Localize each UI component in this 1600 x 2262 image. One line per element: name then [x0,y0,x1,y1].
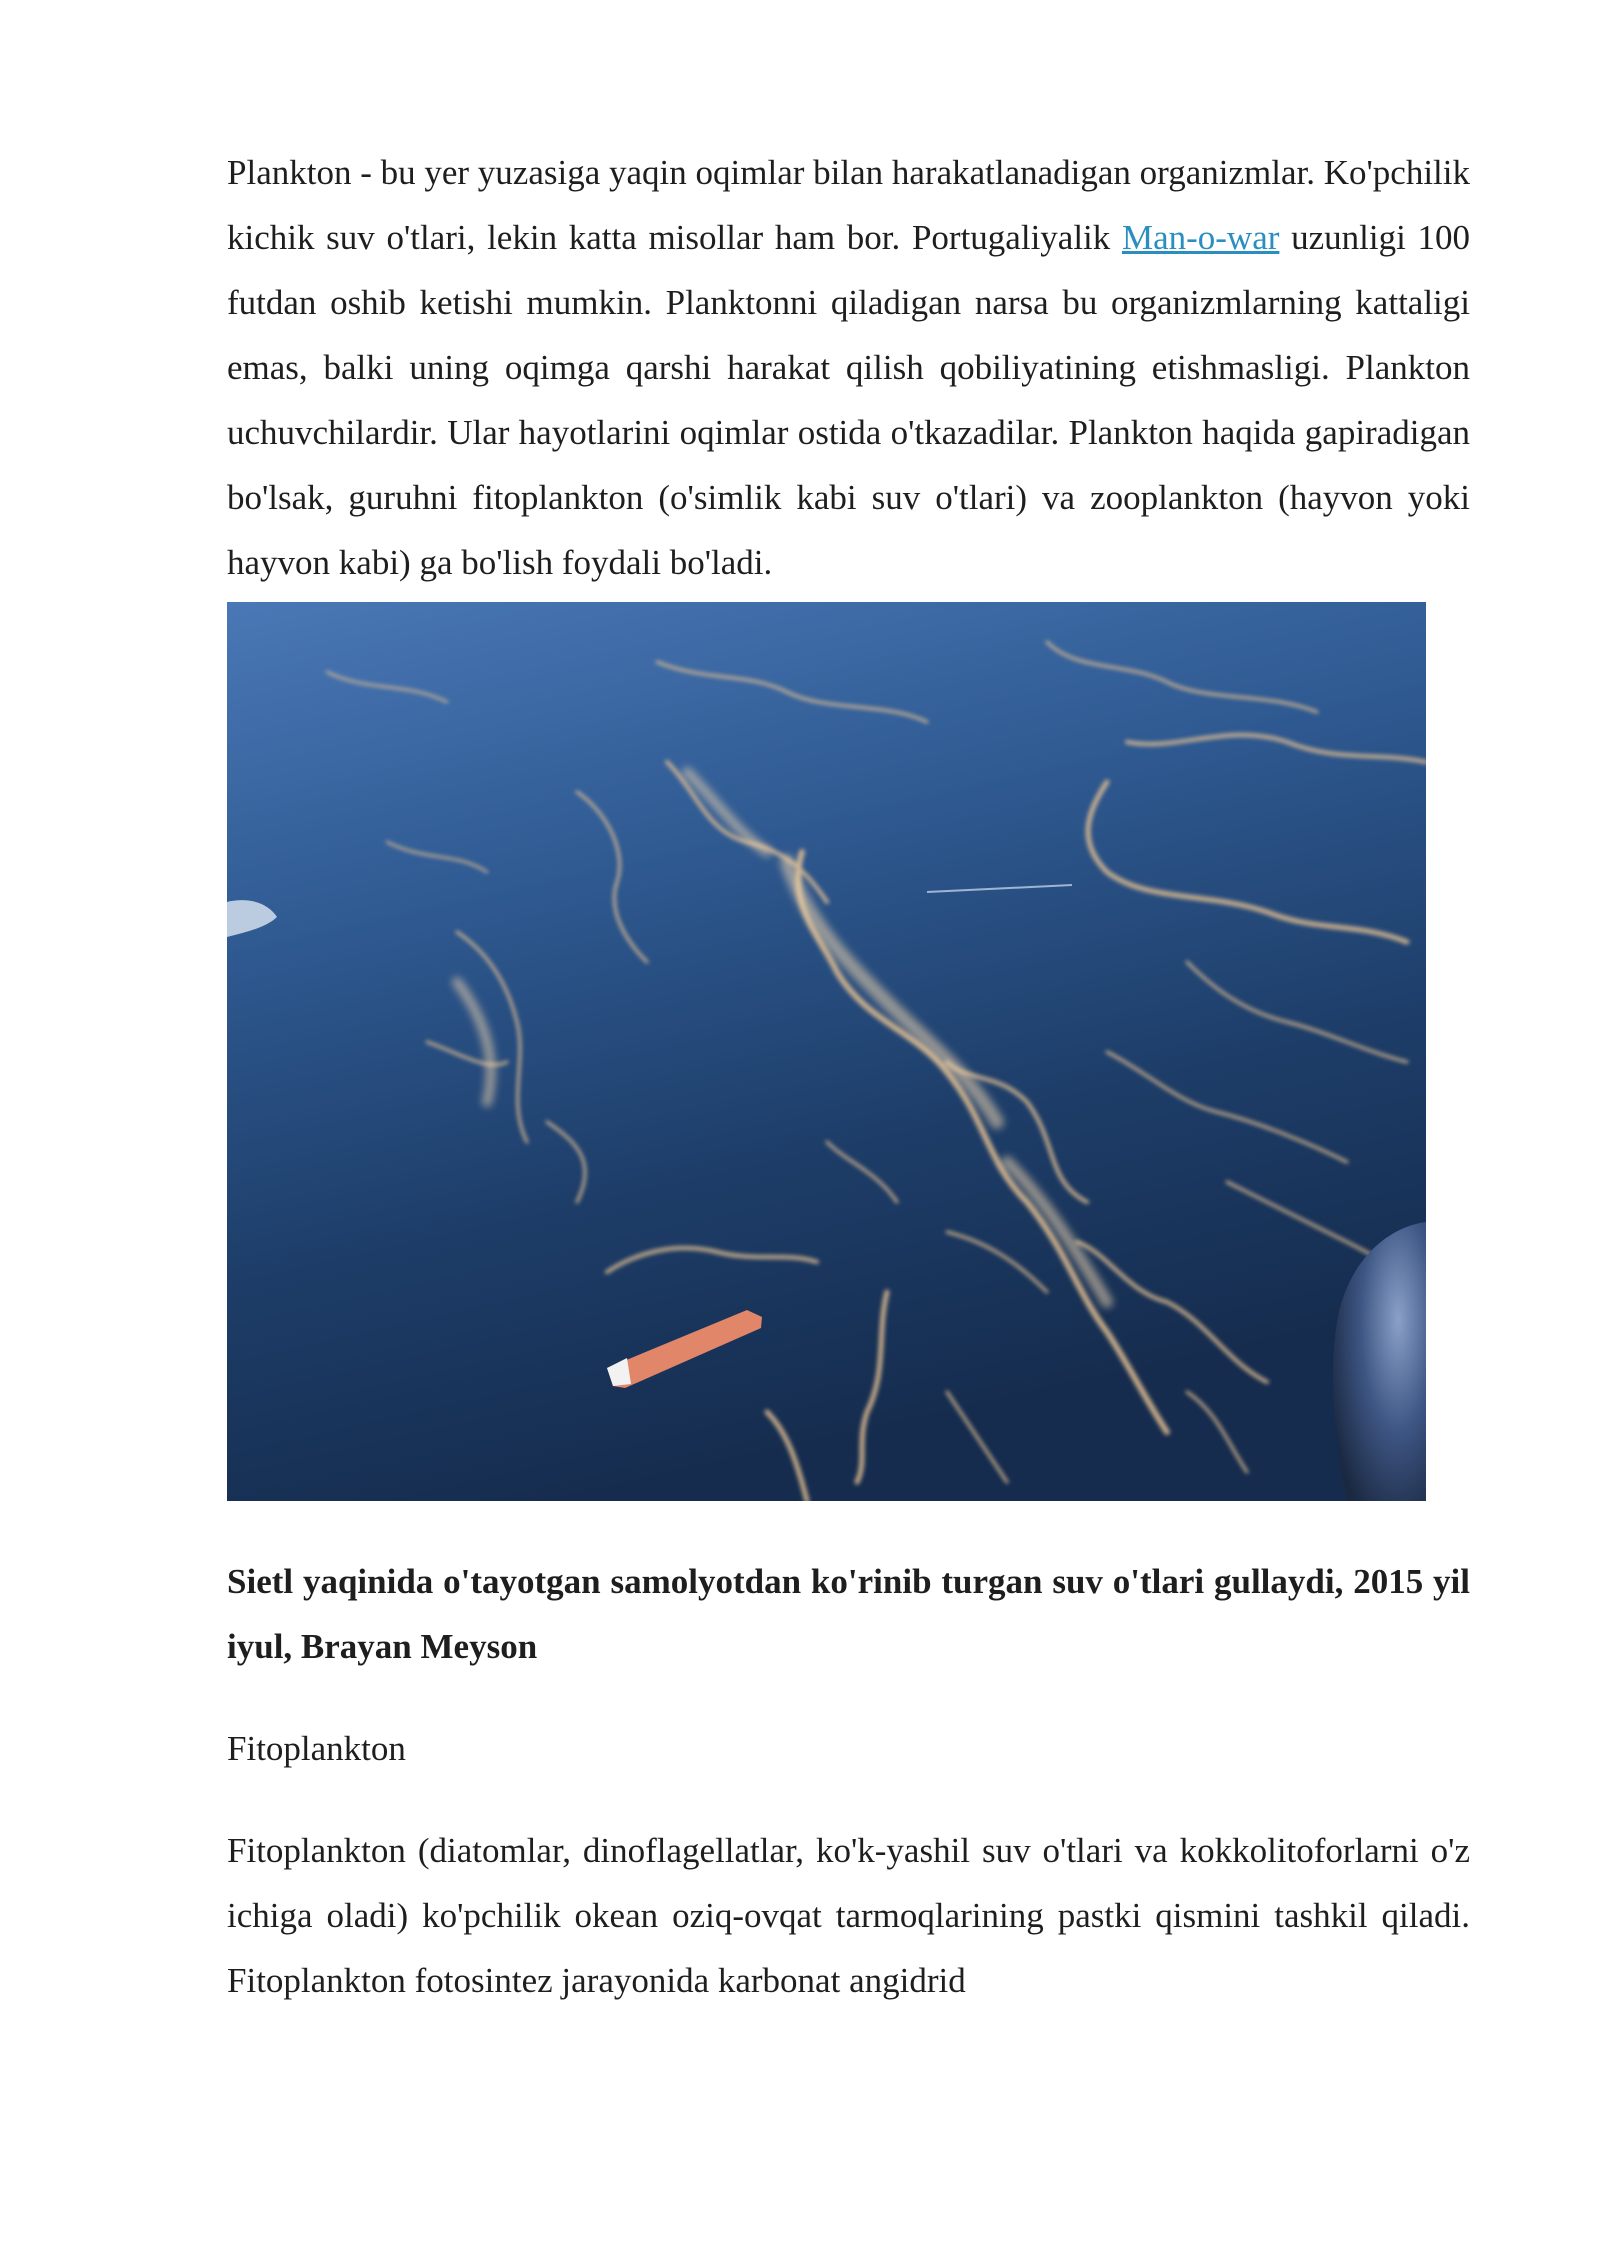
intro-paragraph [227,140,1470,595]
man-o-war-link[interactable]: Man-o-war [1121,218,1280,257]
intro-text-part1: Plankton - bu yer yuzasiga yaqin oqimlar bilan harakatlanadigan organizmlar. Ko'pchilik kichik suv o'tlari, lekin katta misollar ham bor. Portugaliyalik [227,153,1470,257]
figure-caption: Sietl yaqinida o'tayotgan samolyotdan ko'rinib turgan suv o'tlari gullaydi, 2015 yil iyul, Brayan Meyson [227,1562,1470,1666]
section-heading: Fitoplankton [227,1729,406,1768]
intro-text-part2: uzunligi 100 futdan oshib ketishi mumkin. Planktonni qiladigan narsa bu organizmlarning kattaligi emas, balki uning oqimga qarshi harakat qilish qobiliyatining etishmasligi. Plankton uchuvchilardir. Ular hayotlarini oqimlar ostida o'tkazadilar. Plankton haqida gapiradigan bo'lsak, guruhni fitoplankton (o'simlik kabi suv o'tlari) va zooplankton (hayvon yoki hayvon kabi) ga bo'lish foydali bo'ladi. [227,218,1470,582]
document-content [227,140,1470,2013]
phytoplankton-paragraph: Fitoplankton (diatomlar, dinoflagellatlar, ko'k-yashil suv o'tlari va kokkolitoforlarni o'z ichiga oladi) ko'pchilik okean oziq-ovqat tarmoqlarining pastki qismini tashkil qiladi. Fitoplankton fotosintez jarayonida karbonat angidrid [227,1831,1470,2000]
algae-bloom-photo [227,602,1426,1501]
